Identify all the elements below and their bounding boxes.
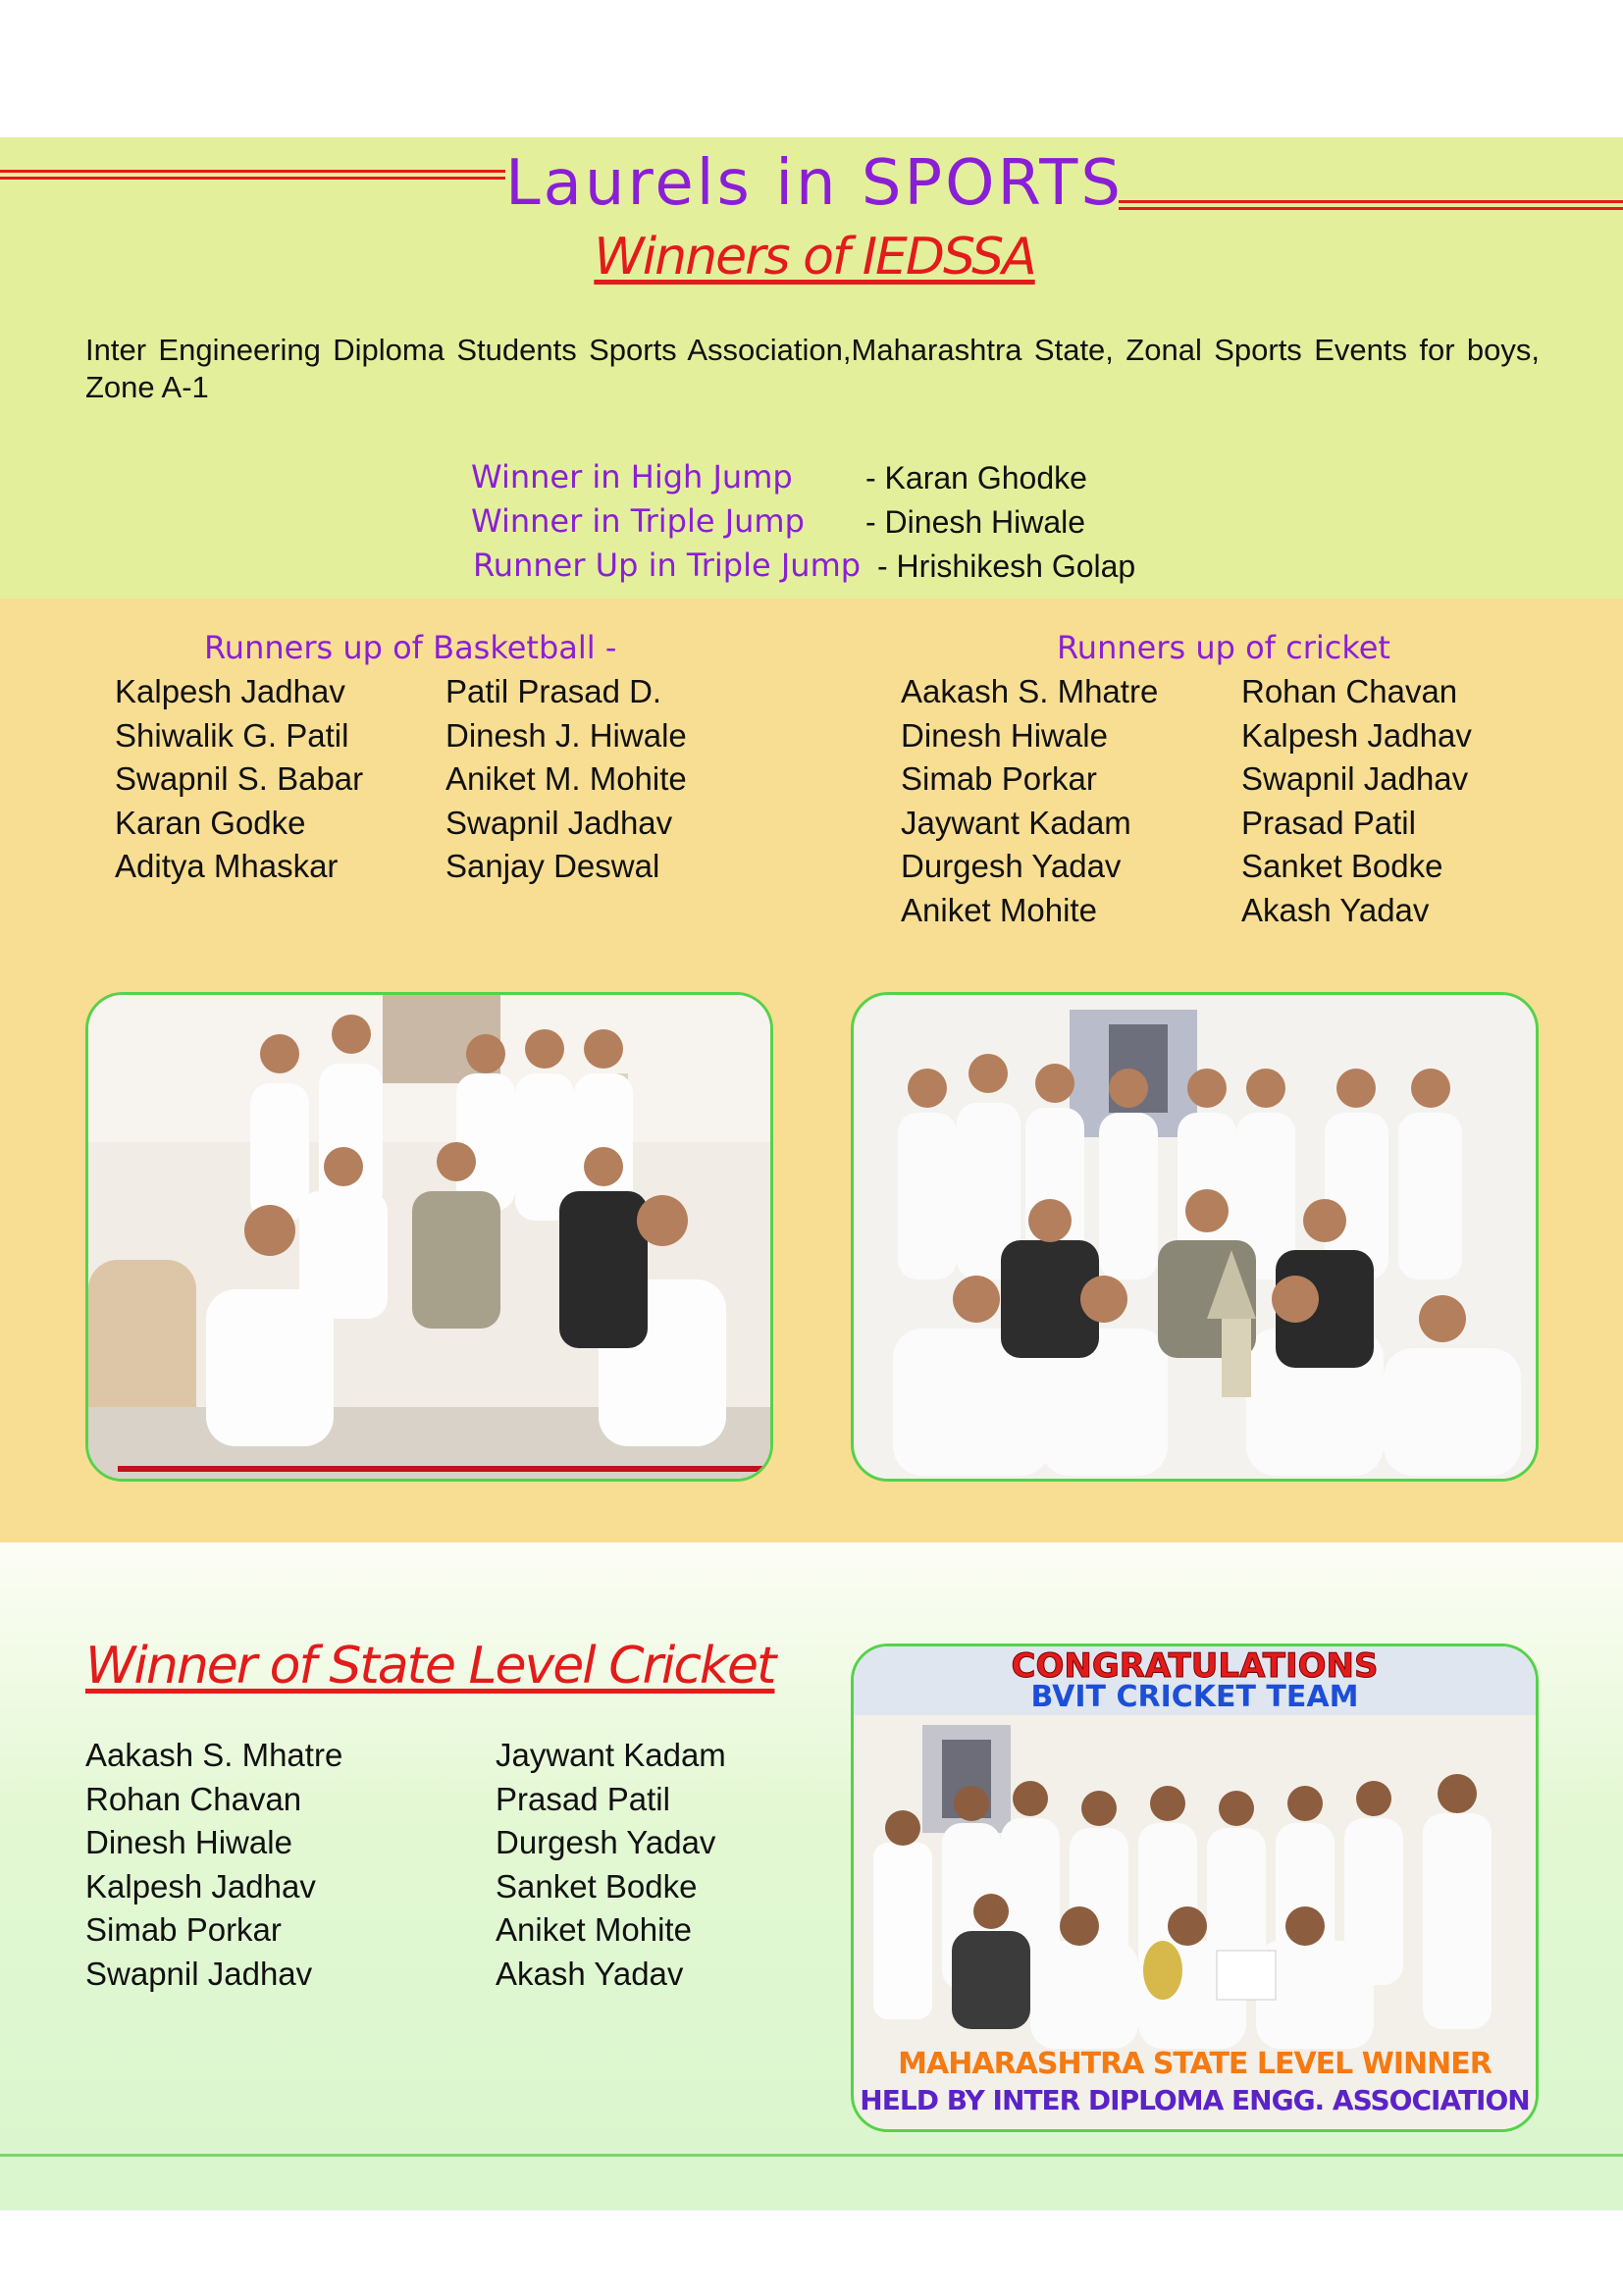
state-cricket-col2 xyxy=(496,1734,726,1997)
banner-congratulations: CONGRATULATIONS xyxy=(1011,1646,1379,1686)
list-item: Aakash S. Mhatre xyxy=(901,673,1159,709)
basketball-heading: Runners up of Basketball - xyxy=(204,629,617,666)
list-item: Kalpesh Jadhav xyxy=(1241,716,1472,754)
list-item: Durgesh Yadav xyxy=(901,848,1122,885)
list-item: Dinesh J. Hiwale xyxy=(445,716,687,754)
list-item: Karan Godke xyxy=(115,804,306,841)
list-item: Jaywant Kadam xyxy=(496,1737,726,1773)
list-item: Sanket Bodke xyxy=(496,1867,698,1905)
list-item: Aakash S. Mhatre xyxy=(85,1737,343,1773)
page-title: Laurels in SPORTS xyxy=(505,147,1124,220)
cricket-runners-heading: Runners up of cricket xyxy=(1057,629,1390,666)
list-item: Durgesh Yadav xyxy=(496,1824,716,1861)
list-item: Sanjay Deswal xyxy=(445,848,660,885)
list-item: Simab Porkar xyxy=(85,1911,282,1949)
list-item: Akash Yadav xyxy=(1241,891,1430,928)
achievement-value: - Hrishikesh Golap xyxy=(877,548,1136,584)
list-item: Aniket Mohite xyxy=(901,891,1097,928)
title-rule-right xyxy=(1119,200,1623,210)
achievement-value: - Karan Ghodke xyxy=(865,460,1087,496)
achievement-label: Winner in High Jump xyxy=(471,458,793,496)
state-cricket-col1 xyxy=(85,1734,342,1997)
page-subtitle: Winners of IEDSSA xyxy=(594,228,1035,287)
list-item: Swapnil Jadhav xyxy=(445,804,673,841)
list-item: Rohan Chavan xyxy=(85,1780,302,1817)
list-item: Aniket Mohite xyxy=(496,1911,692,1949)
list-item: Swapnil Jadhav xyxy=(1241,760,1469,798)
list-item: Dinesh Hiwale xyxy=(85,1824,292,1861)
list-item: Prasad Patil xyxy=(1241,804,1416,841)
list-item: Akash Yadav xyxy=(496,1955,684,1992)
intro-paragraph: Inter Engineering Diploma Students Sports Association,Maharashtra State, Zonal Sports Events for boys, Zone A-1 xyxy=(85,333,1540,404)
list-item: Dinesh Hiwale xyxy=(901,716,1108,754)
list-item: Kalpesh Jadhav xyxy=(115,673,345,709)
achievement-label: Runner Up in Triple Jump xyxy=(473,547,862,584)
state-winner-banner-photo xyxy=(851,1644,1539,2132)
divider-line xyxy=(0,2154,1623,2157)
basketball-team-photo xyxy=(85,992,773,1482)
cricket-runners-col2 xyxy=(1241,670,1472,933)
list-item: Aditya Mhaskar xyxy=(115,848,339,885)
list-item: Kalpesh Jadhav xyxy=(85,1867,316,1905)
achievement-value: - Dinesh Hiwale xyxy=(865,504,1086,540)
state-cricket-heading: Winner of State Level Cricket xyxy=(85,1637,775,1696)
title-rule-left xyxy=(0,170,505,180)
cricket-runners-team-photo xyxy=(851,992,1539,1482)
basketball-names-col1 xyxy=(115,670,363,889)
banner-held-by: HELD BY INTER DIPLOMA ENGG. ASSOCIATION xyxy=(860,2084,1530,2116)
achievement-label: Winner in Triple Jump xyxy=(471,502,805,540)
list-item: Simab Porkar xyxy=(901,760,1097,798)
cricket-runners-col1 xyxy=(901,670,1158,933)
list-item: Shiwalik G. Patil xyxy=(115,716,349,754)
list-item: Sanket Bodke xyxy=(1241,848,1443,885)
list-item: Rohan Chavan xyxy=(1241,673,1458,709)
list-item: Swapnil S. Babar xyxy=(115,760,364,798)
list-item: Prasad Patil xyxy=(496,1780,670,1817)
footer-strip xyxy=(0,2210,1623,2296)
list-item: Patil Prasad D. xyxy=(445,673,662,709)
banner-state-winner: MAHARASHTRA STATE LEVEL WINNER xyxy=(898,2047,1492,2081)
banner-team-name: BVIT CRICKET TEAM xyxy=(1030,1680,1359,1714)
list-item: Jaywant Kadam xyxy=(901,804,1131,841)
list-item: Aniket M. Mohite xyxy=(445,760,687,798)
basketball-names-col2 xyxy=(445,670,687,889)
list-item: Swapnil Jadhav xyxy=(85,1955,313,1992)
